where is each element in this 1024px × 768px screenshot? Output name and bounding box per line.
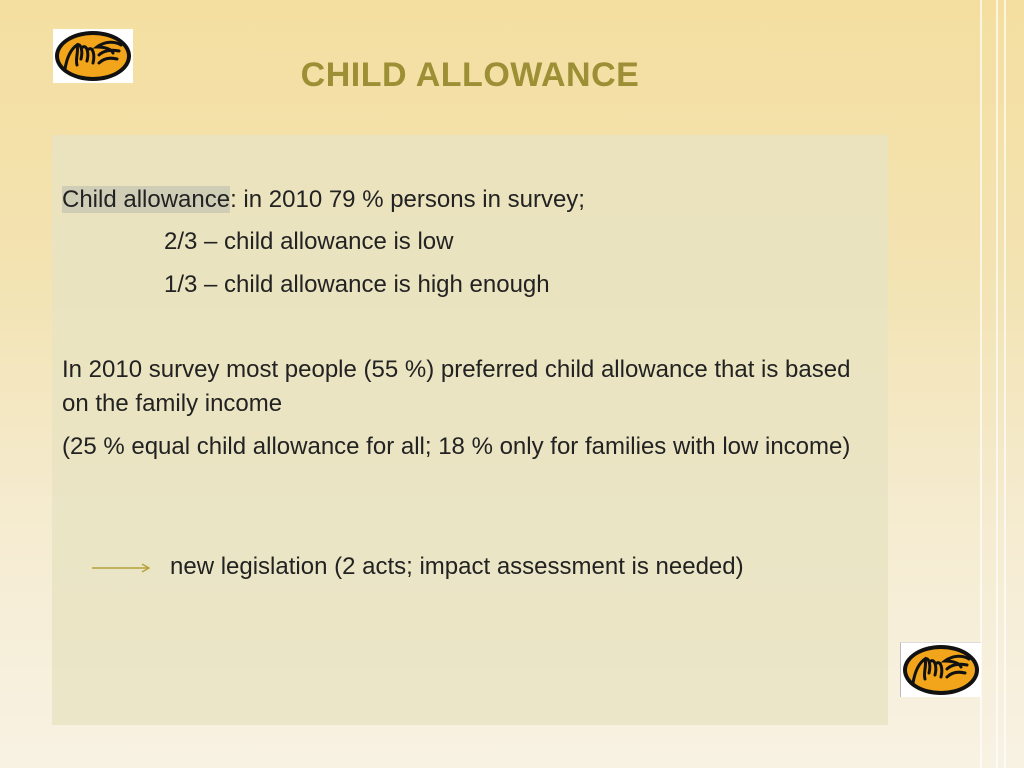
slide-title: CHILD ALLOWANCE xyxy=(300,56,640,94)
low-allowance-line: 2/3 – child allowance is low xyxy=(164,228,454,255)
decorative-edge-lines xyxy=(978,0,1024,768)
survey-line xyxy=(62,183,585,217)
arrow-right-icon xyxy=(92,562,152,574)
breakdown-paragraph: (25 % equal child allowance for all; 18 % only for families with low income) xyxy=(62,433,851,460)
high-allowance-line: 1/3 – child allowance is high enough xyxy=(164,271,550,298)
legislation-line: new legislation (2 acts; impact assessment is needed) xyxy=(170,553,744,580)
survey-line-rest: : in 2010 79 % persons in survey; xyxy=(230,186,585,213)
hands-logo-icon xyxy=(900,642,981,697)
child-allowance-term: Child allowance xyxy=(62,186,231,213)
preference-paragraph: In 2010 survey most people (55 %) preferred child allowance that is based on the family income xyxy=(62,356,851,417)
